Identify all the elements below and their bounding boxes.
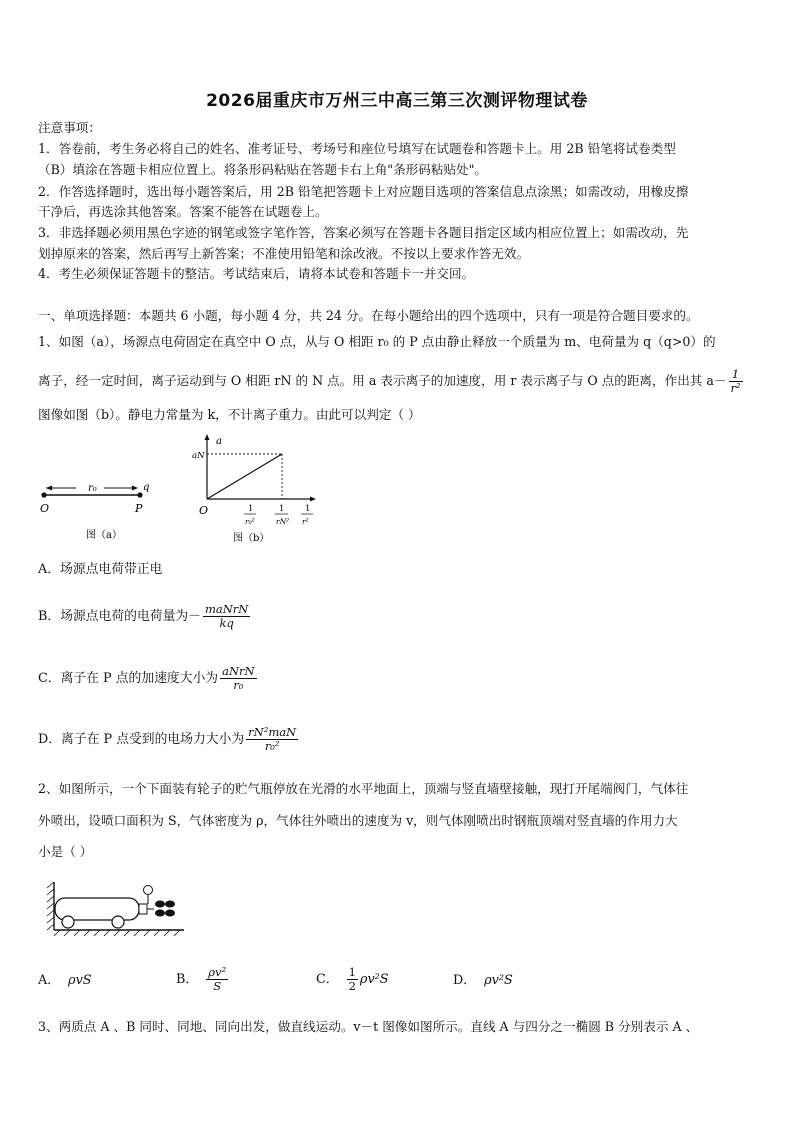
q1-option-c [38,662,259,696]
q1-line1: 1、如图（a），场源点电荷固定在真空中 O 点，从与 O 相距 r₀ 的 P 点由静止释放一个质量为 m、电荷量为 q（q>0）的 [38,334,716,349]
q2-option-c-fraction [347,966,358,993]
exam-title: 2026届重庆市万州三中高三第三次测评物理试卷 [206,91,588,111]
section-heading: 一、单项选择题：本题共 6 小题，每小题 4 分，共 24 分。在每小题给出的四个选项中，只有一项是符合题目要求的。 [38,308,699,323]
figure-a [36,474,166,546]
q2-option-b-fraction [206,966,228,993]
q2-option-c-label: C． [316,972,339,987]
fig-a-q-label: q [143,482,150,493]
q1-option-c-den: r₀ [233,678,244,692]
notice-item-2a: 2．作答选择题时，选出每小题答案后，用 2B 铅笔把答题卡上对应题目选项的答案信息点涂黑；如需改动，用橡皮擦 [38,184,689,199]
q1-line2-fraction [729,368,743,395]
q2-option-b-den: S [213,979,222,993]
fig-b-tick3-den: r² [302,517,309,526]
q1-option-d-fraction [246,726,298,753]
q2-option-c-value: ρv²S [359,972,389,987]
q3-line1: 3、两质点 A 、B 同时、同地、同向出发，做直线运动。v－t 图像如图所示。直线 A 与四分之一椭圆 B 分别表示 A 、 [38,1019,699,1034]
q1-option-b-fraction [203,603,250,630]
q2-option-a-label: A． [38,973,61,988]
gas-cylinder-figure [42,880,192,936]
q1-option-b-num: maNrN [204,602,249,616]
q1-line3: 图像如图（b）。静电力常量为 k，不计离子重力。由此可以判定（ ） [38,407,421,422]
q1-option-d-den: r₀² [264,739,280,753]
q1-frac-num: 1 [729,368,743,382]
notice-heading: 注意事项： [38,120,101,135]
figure-b [190,433,330,548]
fig-b-aN-label: aN [192,451,205,461]
fig-b-o-label: O [199,504,209,517]
q1-option-b [38,600,252,634]
fig-b-tick3-num: 1 [305,504,311,514]
fig-b-caption: 图（b） [233,533,270,544]
q2-option-d-value: ρv²S [484,973,513,988]
q1-line2 [38,364,764,398]
notice-item-2b: 干净后，再选涂其他答案。答案不能答在试题卷上。 [38,204,328,219]
q2-line3: 小是（ ） [38,844,93,859]
q2-option-c-num: 1 [348,965,356,979]
q1-option-d-text: D．离子在 P 点受到的电场力大小为 [38,732,245,747]
q1-option-d [38,722,300,758]
fig-a-o-label: O [40,502,50,515]
notice-item-1b: （B）填涂在答题卡相应位置上。将条形码粘贴在答题卡右上角"条形码粘贴处"。 [38,162,488,177]
q2-option-b-label: B． [176,972,199,987]
notice-item-3b: 划掉原来的答案，然后再写上新答案；不准使用铅笔和涂改液。不按以上要求作答无效。 [38,246,530,261]
q1-option-c-num: aNrN [222,664,255,678]
q1-frac-den: r² [730,381,741,395]
q2-line2: 外喷出，设喷口面积为 S，气体密度为 ρ，气体往外喷出的速度为 v，则气体刚喷出时钢瓶顶端对竖直墙的作用力大 [38,813,678,828]
fig-b-a-label: a [216,436,222,447]
q1-option-b-text: B．场源点电荷的电荷量为－ [38,609,201,624]
q1-option-d-num: rN²maN [248,725,297,739]
q2-option-d [453,966,513,996]
q1-option-b-den: kq [219,616,234,630]
q1-option-a: A．场源点电荷带正电 [38,562,163,577]
fig-b-tick2-num: 1 [279,504,285,514]
fig-b-tick2-den: rN² [276,517,290,526]
q2-option-a [38,966,92,996]
q2-option-d-label: D． [453,973,477,988]
q2-option-b [176,958,230,1002]
q2-option-c-den: 2 [348,979,356,993]
q2-option-b-num: ρv² [208,965,227,979]
q1-option-c-fraction [220,665,256,692]
q1-option-c-text: C．离子在 P 点的加速度大小为 [38,671,219,686]
q2-option-c [316,958,389,1002]
fig-a-p-label: P [135,502,143,515]
q2-option-a-value: ρvS [68,973,92,988]
q2-line1: 2、如图所示，一个下面装有轮子的贮气瓶停放在光滑的水平地面上，顶端与竖直墙壁接触，现打开尾端阀门，气体往 [38,781,689,796]
fig-b-tick1-den: r₀² [245,517,255,526]
fig-a-r0-label: r₀ [88,483,97,494]
q1-line2-text: 离子，经一定时间，离子运动到与 O 相距 rN 的 N 点。用 a 表示离子的加速度，用 r 表示离子与 O 点的距离，作出其 a－ [38,373,727,388]
notice-item-3a: 3．非选择题必须用黑色字迹的钢笔或签字笔作答，答案必须写在答题卡各题目指定区域内相应位置上；如需改动，先 [38,225,689,240]
fig-b-tick1-num: 1 [248,504,254,514]
fig-a-caption: 图（a） [86,530,122,541]
notice-item-4: 4．考生必须保证答题卡的整洁。考试结束后，请将本试卷和答题卡一并交回。 [38,266,475,281]
notice-item-1a: 1．答卷前，考生务必将自己的姓名、准考证号、考场号和座位号填写在试题卷和答题卡上。用 2B 铅笔将试卷类型 [38,141,676,156]
